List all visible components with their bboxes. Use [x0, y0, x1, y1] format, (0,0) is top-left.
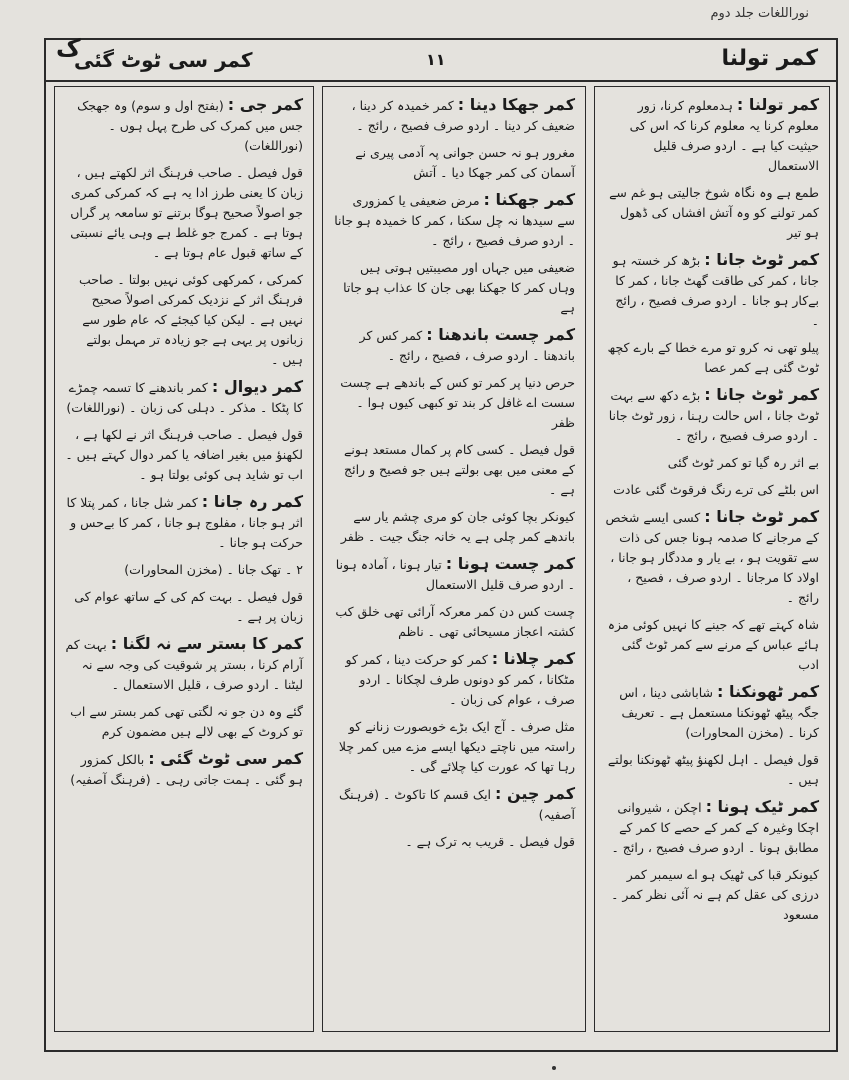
dictionary-entry	[333, 325, 575, 366]
entry-headword: کمر چست ہونا :	[445, 554, 575, 573]
dictionary-entry	[605, 865, 819, 925]
column-right	[594, 86, 830, 1032]
header-first-entry: کمر تولنا	[721, 46, 818, 71]
dictionary-entry	[605, 338, 819, 378]
entry-text: کیونکر بچا کوئی جان کو مری چشم یار سے باندھے کمر چلی ہے یہ خانہ جنگ جیت ۔ ظفر	[340, 509, 575, 544]
entry-text: مرض ضعیفی یا کمزوری سے سیدھا نہ چل سکنا ، کمر کا خمیدہ ہو جانا ۔ اردو صرف فصیح ، رائج ۔	[334, 193, 575, 248]
entry-headword: کمر جھکا دینا :	[457, 95, 575, 114]
entry-text: ایک قسم کا تاکوٹ ۔ (فرہنگ آصفیہ)	[338, 787, 575, 822]
dictionary-entry	[605, 453, 819, 473]
entry-text: اس بلٹے کی ترے رنگ فرقوٹ گئی عادت	[613, 482, 819, 497]
page-header	[46, 34, 836, 82]
entry-text: بے اثر رہ گیا تو کمر ٹوٹ گئی	[667, 455, 819, 470]
column-middle	[322, 86, 586, 1032]
entry-headword: کمر کا بستر سے نہ لگنا :	[110, 634, 303, 653]
corner-letter: ک	[56, 34, 81, 62]
entry-text: قول فیصل ۔ قریب بہ ترک ہے ۔	[405, 834, 575, 849]
entry-text: تیار ہونا ، آمادہ ہونا ۔ اردو صرف قلیل الاستعمال	[335, 557, 575, 592]
entry-text: اچکن ، شیروانی اچکا وغیرہ کے کمر کے حصے کا کمر کے مطابق ہونا ۔ اردو صرف فصیح ، رائج ۔	[611, 800, 819, 855]
dictionary-entry	[605, 480, 819, 500]
entry-text: بالکل کمزور ہو گئی ۔ ہمت جاتی رہی ۔ (فرہنگ آصفیہ)	[70, 752, 303, 787]
entry-text: حرص دنیا پر کمر تو کس کے باندھے ہے چست سست اے غافل کر بند تو کبھی کیوں ہوا ۔ ظفر	[340, 375, 575, 430]
dictionary-entry	[605, 682, 819, 743]
entry-text: ہدمعلوم کرنا، زور معلوم کرنا یہ معلوم کرنا کہ اس کی حیثیت کیا ہے ۔ اردو صرف قلیل الاستعمال	[629, 98, 819, 173]
entry-text: کمرکی ، کمرکھی کوئی نہیں بولتا ۔ صاحب فرہنگ اثر کے نزدیک کمرکی اصولاً صحیح نہیں ہے ۔ لیکن کیا کیجئے کہ عام طور سے زبانوں پر یہی ہے جو زیادہ تر مہمل بولتے ہیں ۔	[79, 272, 303, 367]
dictionary-entry	[333, 258, 575, 318]
page-number: ۱۱	[426, 50, 446, 69]
entry-text: کمر باندھنے کا تسمہ چمڑے کا پٹکا ۔ مذکر ۔ دہلی کی زبان ۔ (نوراللغات)	[66, 380, 303, 415]
entry-text: مغرور ہو نہ حسن جوانی پہ آدمی پیری نے آسمان کی کمر جھکا دیا ۔ آتش	[355, 145, 575, 180]
dictionary-entry	[605, 385, 819, 446]
entry-text: شاہ کہتے تھے کہ جینے کا نہیں کوئی مزہ ہائے عباس کے مرنے سے کمر ٹوٹ گئی ادب	[607, 617, 819, 672]
entry-text: ضعیفی میں جہاں اور مصیبتیں ہوتی ہیں وہاں کمر کا جھکنا بھی جان کا عذاب ہو جاتا ہے	[343, 260, 575, 315]
dictionary-entry	[65, 492, 303, 553]
dictionary-entry	[333, 507, 575, 547]
entry-text: (بفتح اول و سوم) وہ جھجک جس میں کمرک کی طرح پہل ہوں ۔ (نوراللغات)	[77, 98, 303, 153]
dictionary-entry	[333, 717, 575, 777]
bottom-mark	[552, 1066, 556, 1070]
entry-headword: کمر چلانا :	[491, 649, 575, 668]
dictionary-entry	[333, 373, 575, 433]
dictionary-entry	[65, 702, 303, 742]
entry-headword: کمر دیوال :	[211, 377, 303, 396]
dictionary-entry	[605, 615, 819, 675]
dictionary-entry	[333, 554, 575, 595]
entry-text: کمر کس کر باندھنا ۔ اردو صرف ، فصیح ، رائج ۔	[359, 328, 575, 363]
dictionary-entry	[333, 649, 575, 710]
dictionary-entry	[333, 440, 575, 500]
entry-text: شاباشی دینا ، اس جگہ پیٹھ ٹھونکنا مستعمل ہے ۔ تعریف کرنا ۔ (مخزن المحاورات)	[619, 685, 819, 740]
dictionary-entry	[65, 95, 303, 156]
entry-headword: کمر تولنا :	[736, 95, 819, 114]
entry-text: چست کس دن کمر معرکہ آرائی تھی خلق کب کشتہ اعجاز مسیحائی تھی ۔ ناظم	[335, 604, 575, 639]
page-frame	[44, 34, 838, 1052]
dictionary-entry	[333, 143, 575, 183]
dictionary-entry	[605, 507, 819, 608]
entry-text: ۲ ۔ تھک جانا ۔ (مخزن المحاورات)	[124, 562, 303, 577]
entry-text: قول فیصل ۔ بہت کم کی کے ساتھ عوام کی زبان پر ہے ۔	[74, 589, 303, 624]
entry-headword: کمر چست باندھنا :	[426, 325, 575, 344]
dictionary-entry	[65, 560, 303, 580]
entry-headword: کمر ٹوٹ جانا :	[704, 385, 819, 404]
entry-text: بہت کم آرام کرنا ، بستر پر شوقیت کی وجہ سے نہ لیٹنا ۔ اردو صرف ، قلیل الاستعمال ۔	[65, 637, 303, 692]
dictionary-entry	[333, 190, 575, 251]
column-left	[54, 86, 314, 1032]
entry-text: کسی ایسے شخص کے مرجانے کا صدمہ ہونا جس کی ذات سے تقویت ہو ، بے یار و مددگار ہو جانا ، اولاد کا مرجانا ۔ اردو صرف ، فصیح ، رائج ۔	[605, 510, 819, 605]
dictionary-entry	[65, 163, 303, 263]
entry-text: طمع ہے وہ نگاہ شوخ جالیتی ہو غم سے کمر تولنے کو وہ آتش افشاں کی ڈھول ہو تیر	[609, 185, 819, 240]
entry-text: گئے وہ دن جو نہ لگتی تھی کمر بستر سے اب تو کروٹ کے بھی لالے ہیں مضمون کرم	[70, 704, 303, 739]
dictionary-entry	[333, 784, 575, 825]
entry-text: کمر خمیدہ کر دینا ، ضعیف کر دینا ۔ اردو صرف فصیح ، رائج ۔	[351, 98, 575, 133]
dictionary-entry	[65, 377, 303, 418]
dictionary-entry	[333, 95, 575, 136]
dictionary-entry	[65, 425, 303, 485]
entry-headword: کمر ٹوٹ جانا :	[704, 250, 819, 269]
entry-headword: کمر ٹیک ہونا :	[705, 797, 819, 816]
dictionary-entry	[65, 587, 303, 627]
entry-headword: کمر ٹوٹ جانا :	[704, 507, 819, 526]
dictionary-entry	[333, 602, 575, 642]
entry-headword: کمر سی ٹوٹ گئی :	[148, 749, 303, 768]
entry-text: کمر شل جانا ، کمر پتلا کا اثر ہو جانا ، مفلوج ہو جانا ، کمر کا بےحس و حرکت ہو جانا ۔	[66, 495, 303, 550]
dictionary-entry	[605, 750, 819, 790]
entry-headword: کمر رہ جانا :	[201, 492, 303, 511]
header-last-entry: کمر سی ٹوٹ گئی	[74, 48, 253, 72]
entry-text: قول فیصل ۔ کسی کام پر کمال مستعد ہونے کے معنی میں بھی بولتے ہیں جو فصیح و رائج ہے ۔	[344, 442, 575, 497]
entry-text: کیونکر قبا کی ٹھیک ہو اے سیمبر کمر درزی کی عقل کم ہے نہ آئی نظر کمر ۔ مسعود	[611, 867, 819, 922]
dictionary-entry	[605, 95, 819, 176]
entry-headword: کمر ٹھونکنا :	[717, 682, 819, 701]
entry-headword: کمر جھکنا :	[483, 190, 575, 209]
entry-text: پیلو تھی نہ کرو تو مرے خطا کے بارے کچھ ٹوٹ گئی ہے کمر عصا	[607, 340, 819, 375]
dictionary-entry	[605, 797, 819, 858]
entry-headword: کمر چین :	[495, 784, 575, 803]
entry-text: قول فیصل ۔ اہل لکھنؤ پیٹھ ٹھونکنا بولتے ہیں ۔	[607, 752, 819, 787]
entry-headword: کمر جی :	[227, 95, 303, 114]
entry-text: قول فیصل ۔ صاحب فرہنگ اثر نے لکھا ہے ، لکھنؤ میں بغیر اضافہ یا کمر دوال کہتے ہیں ۔ اب تو شاید ہی کوئی بولتا ہو ۔	[65, 427, 303, 482]
dictionary-entry	[333, 832, 575, 852]
entry-text: کمر کو حرکت دینا ، کمر کو مٹکانا ، کمر کو دونوں طرف لچکانا ۔ اردو صرف ، عوام کی زبان ۔	[345, 652, 575, 707]
entry-text: بڑھ کر خستہ ہو جانا ، کمر کی طاقت گھٹ جانا ، کمر کا بےکار ہو جانا ۔ اردو صرف فصیح ، رائج ۔	[612, 253, 819, 328]
dictionary-entry	[65, 634, 303, 695]
entry-text: مثل صرف ۔ آج ایک بڑے خوبصورت زنانے کو راستہ میں ناچتے دیکھا ایسے مزے میں کمر چلا رہا تھا کہ عورت کیا چلائے گی ۔	[338, 719, 575, 774]
entry-text: قول فیصل ۔ صاحب فرہنگ اثر لکھتے ہیں ، زبان کا یعنی طرز ادا یہ ہے کہ کمرکی کمری جو اصولاً صحیح ہوگا برتنے تو سامعہ پر گراں ہوتا ہے ۔ کمرج جو غلط ہے وہی یائے نسبتی کے ساتھ قبول عام ہوتا ہے ۔	[70, 165, 303, 260]
entry-text: بڑے دکھ سے بہت ٹوٹ جانا ، اس حالت رہنا ، زور ٹوٹ جانا ۔ اردو صرف فصیح ، رائج ۔	[608, 388, 819, 443]
dictionary-entry	[65, 270, 303, 370]
dictionary-entry	[605, 183, 819, 243]
dictionary-entry	[65, 749, 303, 790]
top-note: نوراللغات جلد دوم	[710, 6, 809, 21]
dictionary-entry	[605, 250, 819, 331]
